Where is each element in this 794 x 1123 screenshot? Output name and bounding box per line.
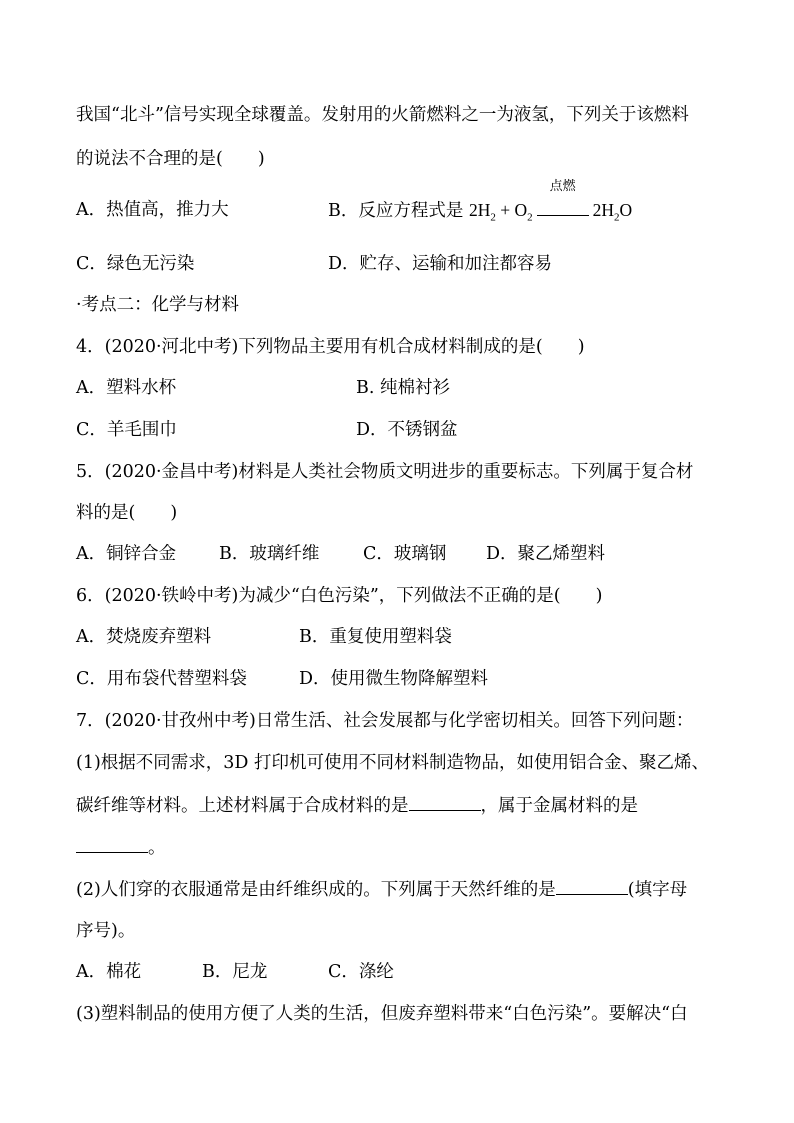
- q4-option-c: C．羊毛围巾: [76, 420, 177, 440]
- q3-option-a: A．热值高，推力大: [76, 200, 229, 220]
- q5-option-b: B．玻璃纤维: [219, 544, 320, 564]
- condition-text: 点燃: [549, 178, 576, 193]
- q7-part2-text-b: (填字母: [627, 880, 688, 900]
- condition-bar: [537, 215, 589, 216]
- q7-part1-text-a: 碳纤维等材料。上述材料属于合成材料的是: [76, 796, 409, 816]
- q6-option-c: C．用布袋代替塑料袋: [76, 669, 247, 689]
- answer-blank-metal[interactable]: [76, 836, 148, 853]
- q5-option-d: D．聚乙烯塑料: [486, 544, 606, 564]
- q6-option-b: B．重复使用塑料袋: [299, 627, 452, 647]
- q4-option-a: A．塑料水杯: [76, 378, 177, 398]
- q3-stem-line1: 我国“北斗”信号实现全球覆盖。发射用的火箭燃料之一为液氢，下列关于该燃料: [76, 105, 689, 125]
- q7-part2-line1: [76, 878, 687, 901]
- q6-option-d: D．使用微生物降解塑料: [299, 669, 489, 689]
- section-heading: ·考点二：化学与材料: [76, 295, 240, 315]
- q4-option-d: D．不锈钢盆: [356, 420, 458, 440]
- answer-blank-synthetic[interactable]: [409, 794, 481, 811]
- q7-part1-text-b: ，属于金属材料的是: [480, 796, 638, 816]
- q7-option-a: A．棉花: [76, 962, 142, 982]
- answer-blank-natural-fiber[interactable]: [556, 878, 628, 895]
- q3-option-d: D．贮存、运输和加注都容易: [328, 254, 553, 274]
- q7-part1-line3: [76, 836, 166, 859]
- q6-stem: 6．(2020·铁岭中考)为减少“白色污染”，下列做法不正确的是( ): [76, 586, 603, 606]
- q7-part2-line2: 序号)。: [76, 921, 136, 941]
- q4-stem: 4．(2020·河北中考)下列物品主要用有机合成材料制成的是( ): [76, 337, 585, 357]
- q3-option-b: [328, 178, 633, 229]
- q6-option-a: A．焚烧废弃塑料: [76, 627, 212, 647]
- q7-part1-end: 。: [148, 838, 166, 858]
- q7-part2-text-a: (2)人们穿的衣服通常是由纤维织成的。下列属于天然纤维的是: [76, 880, 556, 900]
- q7-part1-line1: (1)根据不同需求，3D 打印机可使用不同材料制造物品，如使用铝合金、聚乙烯、: [76, 753, 710, 773]
- q5-stem-line1: 5．(2020·金昌中考)材料是人类社会物质文明进步的重要标志。下列属于复合材: [76, 462, 694, 482]
- q7-option-c: C．涤纶: [328, 962, 394, 982]
- q7-option-b: B．尼龙: [202, 962, 268, 982]
- q3-stem-line2: 的说法不合理的是( ): [76, 149, 265, 169]
- q7-part3-line1: (3)塑料制品的使用方便了人类的生活，但废弃塑料带来“白色污染”。要解决“白: [76, 1004, 688, 1024]
- reaction-condition: [537, 178, 589, 216]
- q4-option-b: B. 纯棉衬衫: [356, 378, 450, 398]
- q5-option-a: A．铜锌合金: [76, 544, 177, 564]
- q7-part1-line2: [76, 794, 638, 817]
- q5-stem-line2: 料的是( ): [76, 503, 178, 523]
- q7-stem: 7．(2020·甘孜州中考)日常生活、社会发展都与化学密切相关。回答下列问题：: [76, 711, 694, 731]
- q3-option-b-label: B．反应方程式是: [328, 201, 464, 221]
- q3-option-c: C．绿色无污染: [76, 254, 195, 274]
- reaction-equation: $2H_2 + O_2$ 点燃 $2H_2O$: [468, 178, 633, 224]
- q5-option-c: C．玻璃钢: [363, 544, 447, 564]
